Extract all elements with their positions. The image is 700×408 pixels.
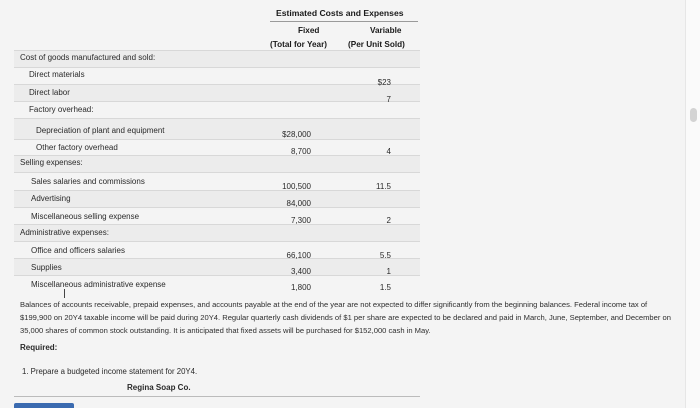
row-label-misc-admin: Miscellaneous administrative expense bbox=[31, 280, 166, 289]
variable-other-factory-overhead: 4 bbox=[386, 147, 391, 156]
fixed-advertising: 84,000 bbox=[286, 199, 311, 208]
title-rule bbox=[270, 21, 418, 22]
row-label-other-factory-overhead: Other factory overhead bbox=[36, 143, 118, 152]
assumptions-paragraph: Balances of accounts receivable, prepaid expenses, and accounts payable at the end of the year are not expected to differ significantly from the beginning balances. Federal income tax of $199,900 on 20Y4 taxable income will be paid during 20Y4. Regular quarterly cash dividends of $1 per share are expected to be declared and paid in March, June, September, and December on 35,000 shares of common stock outstanding. It is anticipated that fixed assets will be purchased for $152,000 cash in May. bbox=[20, 300, 671, 335]
row-label-misc-selling: Miscellaneous selling expense bbox=[31, 212, 140, 221]
fixed-depreciation: $28,000 bbox=[282, 130, 311, 139]
variable-office-salaries: 5.5 bbox=[379, 251, 391, 260]
variable-column-subheader: (Per Unit Sold) bbox=[348, 40, 405, 49]
fixed-misc-selling: 7,300 bbox=[290, 216, 311, 225]
fixed-misc-admin: 1,800 bbox=[290, 283, 311, 292]
variable-direct-labor: 7 bbox=[386, 95, 391, 104]
row-label-depreciation: Depreciation of plant and equipment bbox=[36, 126, 165, 135]
table-title: Estimated Costs and Expenses bbox=[276, 8, 404, 18]
row-label-factory-overhead: Factory overhead: bbox=[29, 105, 94, 114]
divider bbox=[14, 396, 420, 397]
row-label-advertising: Advertising bbox=[31, 194, 71, 203]
row-label-supplies: Supplies bbox=[31, 263, 62, 272]
company-name: Regina Soap Co. bbox=[127, 383, 191, 392]
fixed-office-salaries: 66,100 bbox=[286, 251, 311, 260]
row-label-direct-materials: Direct materials bbox=[29, 70, 85, 79]
row-label-admin-expenses: Administrative expenses: bbox=[20, 228, 109, 237]
table-row bbox=[14, 258, 420, 275]
fixed-column-subheader: (Total for Year) bbox=[270, 40, 328, 49]
row-label-cogs-heading: Cost of goods manufactured and sold: bbox=[20, 53, 156, 62]
row-label-office-salaries: Office and officers salaries bbox=[31, 246, 125, 255]
row-label-sales-salaries: Sales salaries and commissions bbox=[31, 177, 145, 186]
table-row bbox=[14, 84, 420, 101]
row-label-direct-labor: Direct labor bbox=[29, 88, 70, 97]
text-cursor bbox=[64, 289, 65, 298]
fixed-other-factory-overhead: 8,700 bbox=[290, 147, 311, 156]
variable-direct-materials: $23 bbox=[377, 78, 391, 87]
required-heading: Required: bbox=[20, 343, 58, 352]
vertical-scrollbar[interactable] bbox=[685, 0, 700, 408]
fixed-supplies: 3,400 bbox=[290, 267, 311, 276]
variable-misc-selling: 2 bbox=[386, 216, 391, 225]
variable-column-header: Variable bbox=[370, 26, 402, 35]
fixed-column-header: Fixed bbox=[298, 26, 320, 35]
variable-sales-salaries: 11.5 bbox=[376, 182, 391, 191]
question-1: 1. Prepare a budgeted income statement for 20Y4. bbox=[22, 367, 198, 376]
answer-tab-button[interactable] bbox=[14, 403, 74, 408]
table-row bbox=[14, 190, 420, 207]
fixed-sales-salaries: 100,500 bbox=[282, 182, 311, 191]
scrollbar-thumb[interactable] bbox=[690, 108, 697, 122]
row-label-selling-expenses: Selling expenses: bbox=[20, 158, 83, 167]
variable-supplies: 1 bbox=[386, 267, 391, 276]
variable-misc-admin: 1.5 bbox=[379, 283, 391, 292]
